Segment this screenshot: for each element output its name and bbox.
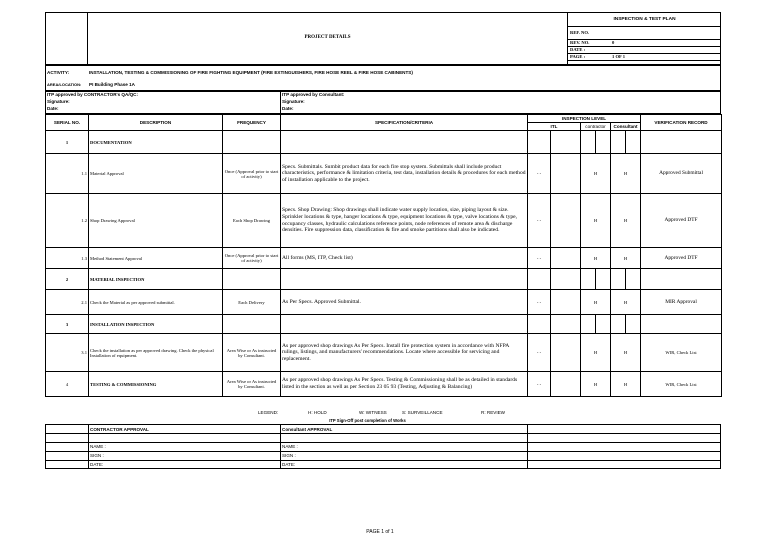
row-serial: 3 (46, 315, 89, 334)
col-serial: SERIAL NO. (46, 115, 89, 131)
contractor-date-label-bottom: DATE: (90, 462, 104, 467)
approval-line (45, 433, 721, 434)
consultant-name-label: NAME : (282, 444, 298, 449)
legend-witness: W: WITNESS (359, 410, 387, 415)
row-itl: - - (528, 290, 551, 315)
section-title: INSTALLATION INSPECTION (89, 315, 223, 334)
row-spec: As per approved shop drawings As Per Specs. Install fire protection system in accordance with NFPA rulings, listings, and manufacturers' recommendations. Locate where accessible for servicing and replacement. (281, 334, 528, 372)
approval-top-divider (280, 91, 281, 114)
table-row (46, 372, 722, 397)
contractor-sign-label: SIGN : (90, 453, 104, 458)
row-description: Method Statement Approval (89, 248, 223, 269)
contractor-name-label: NAME : (90, 444, 106, 449)
consultant-date-label-bottom: DATE: (282, 462, 296, 467)
row-serial: 2 (46, 269, 89, 290)
approval-bottom-divider-left (88, 424, 89, 469)
section-row (46, 269, 722, 290)
row-contractor-level: H (581, 334, 611, 372)
row-itl: - - (528, 334, 551, 372)
row-frequency: Each Delivery (223, 290, 281, 315)
approval-line (45, 451, 721, 452)
approval-bottom-divider-right (527, 424, 528, 469)
area-label: AREA/LOCATION: (47, 82, 82, 87)
row-description: Check the Material as per approved submittal. (89, 290, 223, 315)
table-row (46, 248, 722, 269)
row-contractor-level: H (581, 372, 611, 397)
row-verification: WIR, Check List (641, 334, 722, 372)
row-serial: 4 (46, 372, 89, 397)
row-spec: As Per Specs. Approved Submittal. (281, 290, 528, 315)
contractor-signature-label: Signature: (47, 99, 70, 104)
row-verification: Approved DTF (641, 248, 722, 269)
row-contractor-level: H (581, 248, 611, 269)
row-frequency: Once (Approval prior to start of activity) (223, 154, 281, 194)
row-spec: Specs. Shop Drawing: Shop drawings shall indicate water supply location, size, piping layout & size. Sprinkler locations & type, hanger locations & type, equipment locations & type, valve locations & type, occupancy classes, hydraulic calculations reference points, node references of remote area & discharge densities. Fire suppression data, classification & fire and smoke partitions shall also be indicated. (281, 194, 528, 248)
consultant-date-label: Date: (282, 106, 294, 111)
row-description: Shop Drawing Approval (89, 194, 223, 248)
date-label: DATE : (570, 47, 586, 52)
page-label: PAGE : (570, 54, 586, 59)
col-contractor: contractor (581, 123, 611, 131)
col-itl: ITL (528, 123, 581, 131)
page-value: 1 OF 1 (612, 54, 626, 59)
signoff-note: ITP Sign-Off post completion of Works (329, 417, 406, 423)
row-spec: As per approved shop drawings As Per Specs. Testing & Commissioning shall be as detailed in standards listed in the section as well as per Section 23 05 93 (Testing, Adjusting & Balancing) (281, 372, 528, 397)
row-consultant-level: H (611, 248, 641, 269)
legend-review: R: REVIEW (481, 410, 505, 415)
row-consultant-level: H (611, 334, 641, 372)
row-spec: All forms (MS, ITP, Check list) (281, 248, 528, 269)
col-verification: VERIFICATION RECORD (641, 115, 722, 131)
consultant-approved-label: ITP approved by Consultant: (282, 92, 345, 97)
itp-title: INSPECTION & TEST PLAN (613, 16, 676, 22)
row-serial: 1.1 (46, 154, 89, 194)
legend-hold: H: HOLD (308, 410, 327, 415)
col-consultant: Consultant (611, 123, 641, 131)
rev-label: REV. NO. (570, 40, 590, 45)
row-consultant-level: H (611, 154, 641, 194)
row-itl: - - (528, 248, 551, 269)
row-serial: 3.1 (46, 334, 89, 372)
row-itl: - - (528, 372, 551, 397)
row-frequency: Area Wise or As instructed by Consultant. (223, 372, 281, 397)
rev-value: 0 (612, 40, 615, 45)
row-frequency: Once (Approval prior to start of activity) (223, 248, 281, 269)
ref-row (567, 26, 721, 40)
activity-block (45, 65, 721, 91)
table-row (46, 194, 722, 248)
section-row (46, 315, 722, 334)
approval-bottom-divider-mid (280, 424, 281, 469)
legend-surveillance: S: SURVEILLANCE (402, 410, 443, 415)
project-details: PROJECT DETAILS (304, 34, 351, 40)
consultant-sign-label: SIGN : (282, 453, 296, 458)
col-description: DESCRIPTION (89, 115, 223, 131)
page-row (567, 53, 721, 61)
table-row (46, 290, 722, 315)
activity-label: ACTIVITY: (47, 70, 70, 75)
consultant-signature-label: Signature: (282, 99, 305, 104)
section-row (46, 131, 722, 154)
itp-table (45, 114, 722, 397)
contractor-approval-title: CONTRACTOR APPROVAL (90, 427, 149, 432)
row-contractor-level: H (581, 290, 611, 315)
row-consultant-level: H (611, 372, 641, 397)
area-value: PI Building Phase 1A (89, 82, 135, 87)
activity-value: INSTALLATION, TESTING & COMMISSIONING OF FIRE FIGHTING EQUIPMENT (FIRE EXTINGUISHERS, FIRE HOSE REEL & FIRE HOSE CABINENTS) (89, 70, 413, 75)
row-consultant-level: H (611, 290, 641, 315)
consultant-approval-title: Consultant APPROVAL (282, 427, 333, 432)
row-verification: Approved Submittal (641, 154, 722, 194)
approval-line (45, 442, 721, 443)
approval-top-block (45, 91, 721, 114)
row-itl: - - (528, 154, 551, 194)
row-serial: 1.2 (46, 194, 89, 248)
row-verification: MIR Approval (641, 290, 722, 315)
row-frequency: Each Shop Drawing (223, 194, 281, 248)
col-inspection-level: INSPECTION LEVEL (528, 115, 641, 123)
section-title: DOCUMENTATION (89, 131, 223, 154)
legend-label: LEGEND: (258, 410, 279, 415)
contractor-approved-label: ITP approved by CONTRACTOR's QA/QC: (47, 92, 139, 97)
contractor-date-label: Date: (47, 106, 59, 111)
row-contractor-level: H (581, 154, 611, 194)
row-serial: 1.3 (46, 248, 89, 269)
col-spec: SPECIFICATION/CRITERIA (281, 115, 528, 131)
table-row (46, 334, 722, 372)
col-frequency: FREQUENCY (223, 115, 281, 131)
row-spec: Specs. Submittals. Sumbit product data for each fire stop system. Submittals shall include product characteristics, performance & limitation criteria, test data, installation details & procedures for each method of installation applicable to the project. (281, 154, 528, 194)
ref-label: REF. NO. (570, 30, 590, 35)
section-title: MATERIAL INSPECTION (89, 269, 223, 290)
row-description: TESTING & COMMISSIONING (89, 372, 223, 397)
row-contractor-level: H (581, 194, 611, 248)
row-frequency: Area Wise or As instructed by Consultant. (223, 334, 281, 372)
approval-line (45, 460, 721, 461)
row-verification: WIR, Check List (641, 372, 722, 397)
row-serial: 2.1 (46, 290, 89, 315)
table-row (46, 154, 722, 194)
page-footer: PAGE 1 of 1 (366, 528, 394, 535)
row-serial: 1 (46, 131, 89, 154)
row-consultant-level: H (611, 194, 641, 248)
row-description: Check the installation as per approved drawing. Check the physical Installation of equipment. (89, 334, 223, 372)
row-verification: Approved DTF (641, 194, 722, 248)
row-description: Material Approval (89, 154, 223, 194)
row-itl: - - (528, 194, 551, 248)
